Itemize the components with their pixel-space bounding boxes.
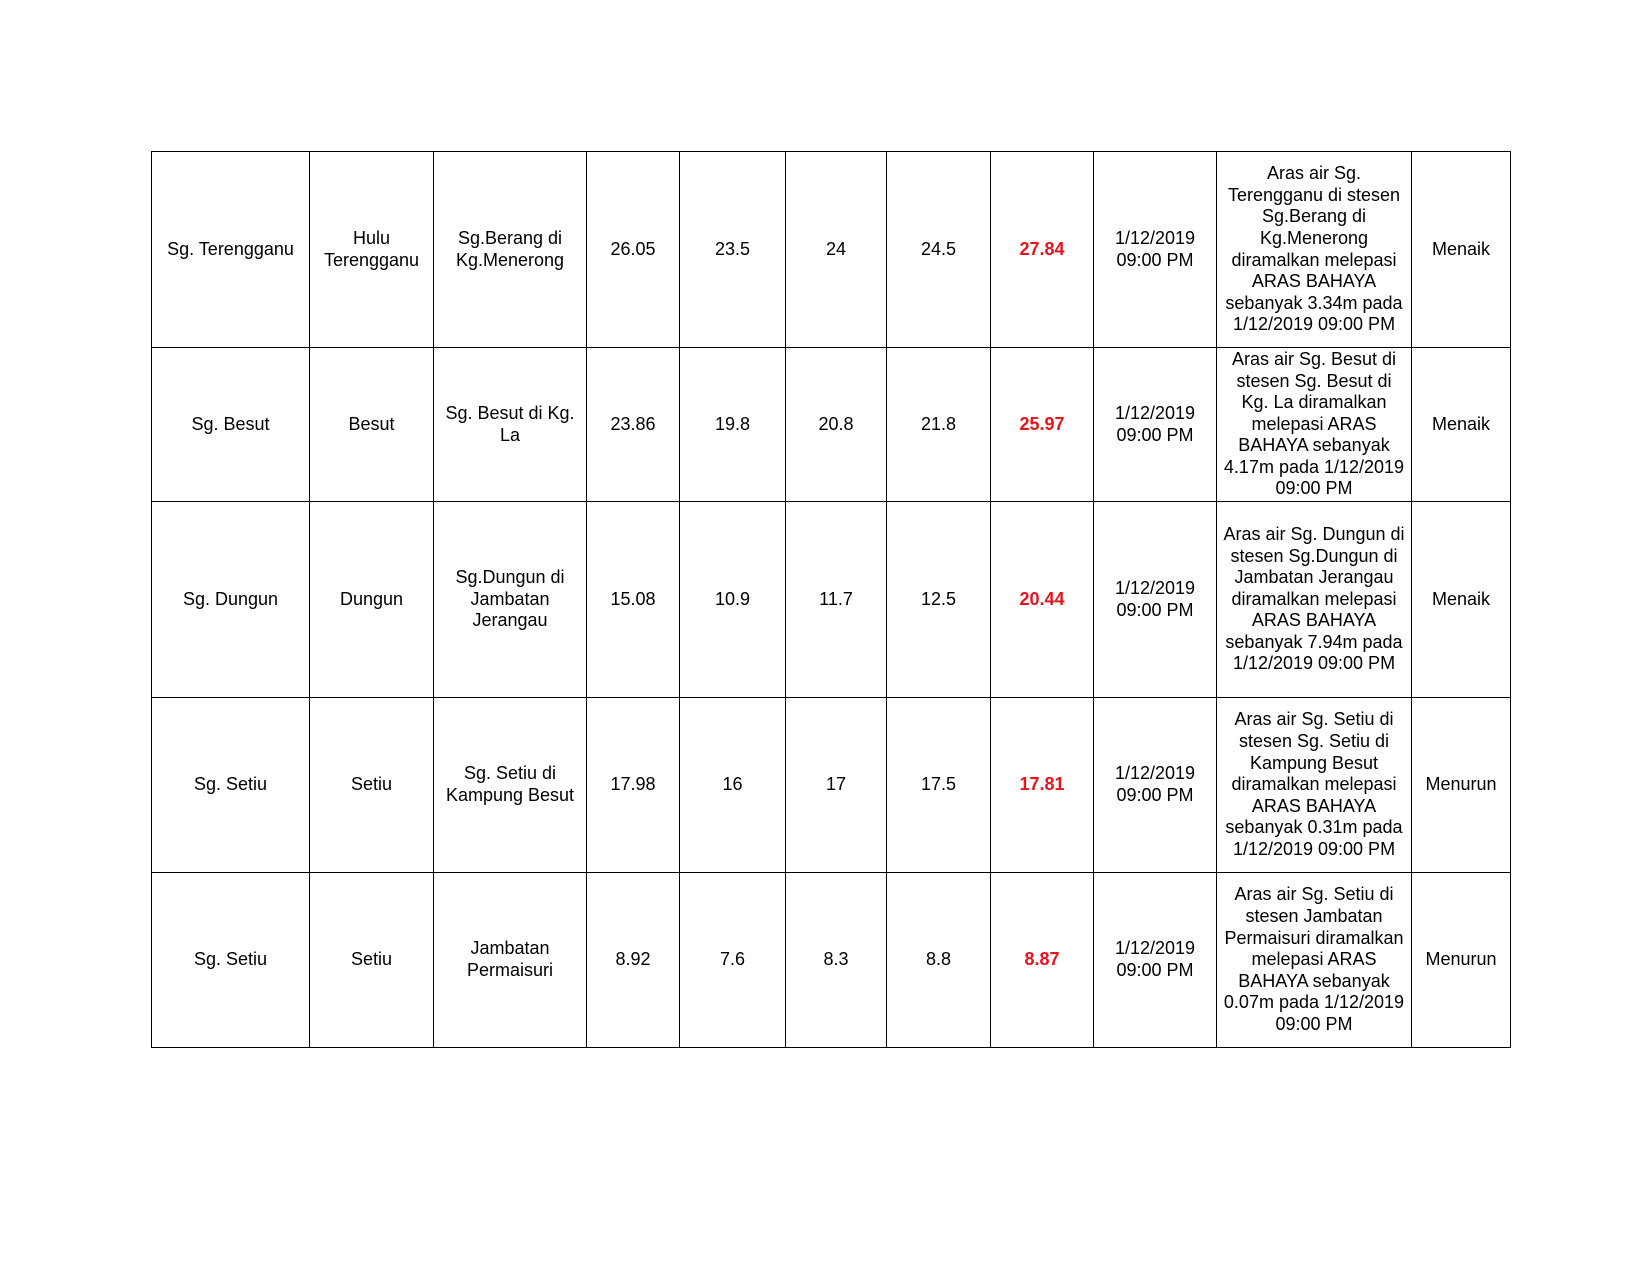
- forecast-level-cell: 20.44: [991, 502, 1094, 698]
- flood-forecast-table: [151, 151, 1511, 1048]
- datetime-cell: 1/12/2019 09:00 PM: [1094, 152, 1217, 348]
- level-c-cell: 11.7: [786, 502, 887, 698]
- remarks-cell: Aras air Sg. Terengganu di stesen Sg.Berang di Kg.Menerong diramalkan melepasi ARAS BAHAYA sebanyak 3.34m pada 1/12/2019 09:00 PM: [1217, 152, 1412, 348]
- table-row: [152, 502, 1511, 698]
- station-cell: Sg. Besut di Kg. La: [434, 348, 587, 502]
- district-cell: Setiu: [310, 698, 434, 873]
- trend-cell: Menurun: [1412, 873, 1511, 1048]
- table-row: [152, 873, 1511, 1048]
- station-cell: Sg. Setiu di Kampung Besut: [434, 698, 587, 873]
- district-cell: Hulu Terengganu: [310, 152, 434, 348]
- level-a-cell: 23.86: [587, 348, 680, 502]
- level-d-cell: 17.5: [887, 698, 991, 873]
- level-a-cell: 8.92: [587, 873, 680, 1048]
- level-b-cell: 10.9: [680, 502, 786, 698]
- district-cell: Dungun: [310, 502, 434, 698]
- level-d-cell: 21.8: [887, 348, 991, 502]
- trend-cell: Menaik: [1412, 502, 1511, 698]
- station-cell: Sg.Dungun di Jambatan Jerangau: [434, 502, 587, 698]
- level-a-cell: 26.05: [587, 152, 680, 348]
- level-c-cell: 20.8: [786, 348, 887, 502]
- level-b-cell: 23.5: [680, 152, 786, 348]
- station-cell: Jambatan Permaisuri: [434, 873, 587, 1048]
- datetime-cell: 1/12/2019 09:00 PM: [1094, 502, 1217, 698]
- table-row: [152, 348, 1511, 502]
- table-row: [152, 152, 1511, 348]
- level-c-cell: 17: [786, 698, 887, 873]
- forecast-level-cell: 25.97: [991, 348, 1094, 502]
- level-d-cell: 8.8: [887, 873, 991, 1048]
- forecast-level-cell: 8.87: [991, 873, 1094, 1048]
- forecast-level-cell: 17.81: [991, 698, 1094, 873]
- district-cell: Setiu: [310, 873, 434, 1048]
- river-name-cell: Sg. Terengganu: [152, 152, 310, 348]
- datetime-cell: 1/12/2019 09:00 PM: [1094, 873, 1217, 1048]
- river-name-cell: Sg. Dungun: [152, 502, 310, 698]
- river-name-cell: Sg. Setiu: [152, 698, 310, 873]
- datetime-cell: 1/12/2019 09:00 PM: [1094, 698, 1217, 873]
- level-b-cell: 16: [680, 698, 786, 873]
- level-c-cell: 8.3: [786, 873, 887, 1048]
- river-name-cell: Sg. Besut: [152, 348, 310, 502]
- remarks-cell: Aras air Sg. Setiu di stesen Sg. Setiu di Kampung Besut diramalkan melepasi ARAS BAHAYA sebanyak 0.31m pada 1/12/2019 09:00 PM: [1217, 698, 1412, 873]
- remarks-cell: Aras air Sg. Besut di stesen Sg. Besut di Kg. La diramalkan melepasi ARAS BAHAYA sebanyak 4.17m pada 1/12/2019 09:00 PM: [1217, 348, 1412, 502]
- level-a-cell: 17.98: [587, 698, 680, 873]
- level-c-cell: 24: [786, 152, 887, 348]
- trend-cell: Menaik: [1412, 348, 1511, 502]
- station-cell: Sg.Berang di Kg.Menerong: [434, 152, 587, 348]
- level-d-cell: 24.5: [887, 152, 991, 348]
- river-name-cell: Sg. Setiu: [152, 873, 310, 1048]
- trend-cell: Menaik: [1412, 152, 1511, 348]
- table-row: [152, 698, 1511, 873]
- level-a-cell: 15.08: [587, 502, 680, 698]
- level-b-cell: 7.6: [680, 873, 786, 1048]
- remarks-cell: Aras air Sg. Setiu di stesen Jambatan Permaisuri diramalkan melepasi ARAS BAHAYA sebanyak 0.07m pada 1/12/2019 09:00 PM: [1217, 873, 1412, 1048]
- datetime-cell: 1/12/2019 09:00 PM: [1094, 348, 1217, 502]
- district-cell: Besut: [310, 348, 434, 502]
- trend-cell: Menurun: [1412, 698, 1511, 873]
- level-d-cell: 12.5: [887, 502, 991, 698]
- forecast-level-cell: 27.84: [991, 152, 1094, 348]
- level-b-cell: 19.8: [680, 348, 786, 502]
- remarks-cell: Aras air Sg. Dungun di stesen Sg.Dungun di Jambatan Jerangau diramalkan melepasi ARAS BAHAYA sebanyak 7.94m pada 1/12/2019 09:00 PM: [1217, 502, 1412, 698]
